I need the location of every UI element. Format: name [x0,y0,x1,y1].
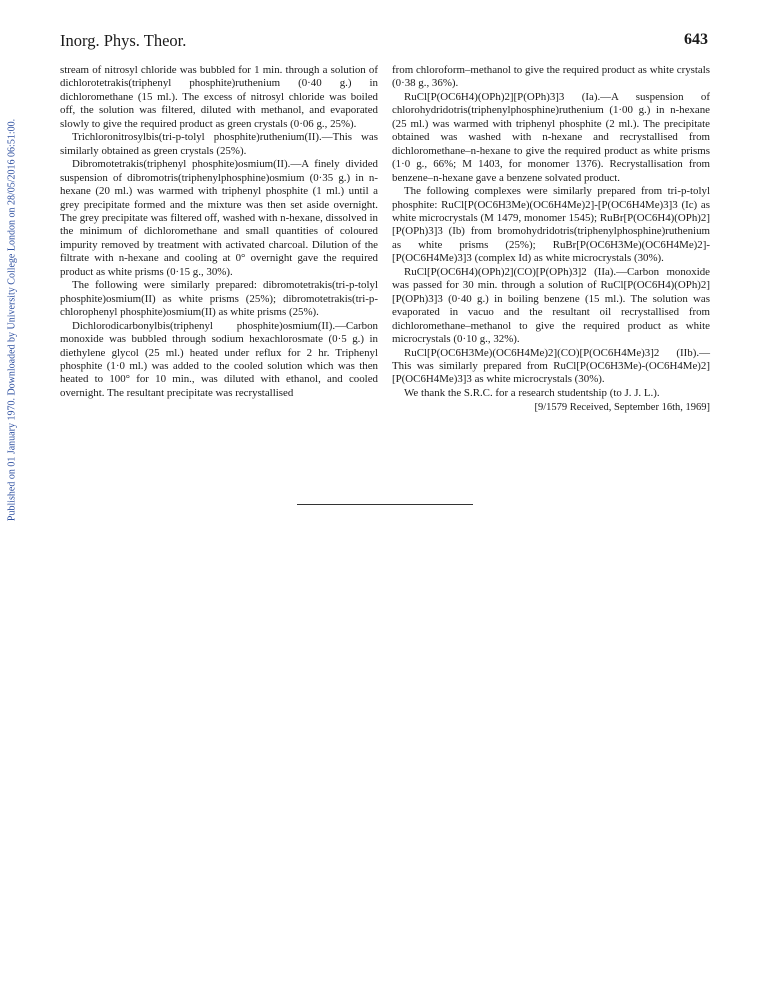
paragraph: from chloroform–methanol to give the required product as white crystals (0·38 g., 36%). [392,64,710,90]
paragraph: The following complexes were similarly prepared from tri-p-tolyl phosphite: RuCl[P(OC6H3Me)(OC6H4Me)2]-[P(OC6H4Me)3]3 (Ic) as white microcrystals (M 1479, monomer 1545); RuBr[P(OC6H4)(OPh)2][P(OPh)3]3 (Ib) from bromohydridotris(triphenylphosphine)ruthenium as white prisms (25%); RuBr[P(OC6H3Me)(OC6H4Me)2]-[P(OC6H4Me)3]3 (complex Id) as white microcrystals (30%). [392,185,710,265]
paragraph: Dichlorodicarbonylbis(triphenyl phosphite)osmium(II).—Carbon monoxide was bubbled through sodium hexachlorosmate (0·5 g.) in diethylene glycol (25 ml.) heated under reflux for 2 hr. Triphenyl phosphite (1·0 ml.) was added to the cooled solution which was then heated to 100° for 10 min., was diluted with ethanol, and cooled overnight. The resultant precipitate was recrystallised [60,319,378,399]
paragraph: Dibromotetrakis(triphenyl phosphite)osmium(II).—A finely divided suspension of dibromotris(triphenylphosphine)osmium (0·35 g.) in n-hexane (20 ml.) was warmed with triphenyl phosphite (1 ml.) until a grey precipitate formed and the mixture was then set aside overnight. The grey precipitate was filtered off, washed with n-hexane, dissolved in the minimum of dichloromethane and small quantities of coloured impurity removed by treatment with activated charcoal. Dilution of the filtrate with n-hexane and cooling at 0° overnight gave the required product as white prisms (0·15 g., 30%). [60,158,378,278]
journal-section-heading: Inorg. Phys. Theor. [60,31,187,50]
acknowledgement: We thank the S.R.C. for a research studentship (to J. J. L.). [404,386,660,399]
sidebar-text: Published on 01 January 1970. Downloaded by University College London on 28/05/2016 06:51:00. [6,118,18,522]
section-divider [297,504,473,505]
right-column [392,64,710,415]
paragraph: RuCl[P(OC6H3Me)(OC6H4Me)2](CO)[P(OC6H4Me)3]2 (IIb).—This was similarly prepared from RuCl[P(OC6H3Me)-(OC6H4Me)2][P(OC6H4Me)3]3 as white microcrystals (30%). [392,346,710,386]
paragraph: The following were similarly prepared: dibromotetrakis(tri-p-tolyl phosphite)osmium(II) as white prisms (25%); dibromotetrakis(tri-p-chlorophenyl phosphite)osmium(II) as white prisms (25%). [60,279,378,319]
paragraph: Trichloronitrosylbis(tri-p-tolyl phosphite)ruthenium(II).—This was similarly obtained as green crystals (25%). [60,131,378,157]
page-number: 643 [684,31,708,48]
received-date-line: [9/1579 Received, September 16th, 1969] [534,402,710,414]
paragraph: stream of nitrosyl chloride was bubbled for 1 min. through a solution of dichlorotetrakis(triphenyl phosphite)ruthenium (0·40 g.) in dichloromethane (15 ml.). The excess of nitrosyl chloride was boiled off, the solution was filtered, diluted with methanol, and evaporated slowly to give the required product as green crystals (0·06 g., 25%). [60,64,378,130]
publication-sidebar-note [4,40,20,600]
paragraph: RuCl[P(OC6H4)(OPh)2][P(OPh)3]3 (Ia).—A suspension of chlorohydridotris(triphenylphosphine)ruthenium (1·00 g.) in n-hexane (25 ml.) was warmed with triphenyl phosphite (2 ml.). The precipitate obtained was washed with n-hexane and recrystallised from dichloromethane–n-hexane to give the required product as white prisms (1·0 g., 66%; M 1403, for monomer 1376). Recrystallisation from benzene–n-hexane gave a benzene solvated product. [392,90,710,184]
paragraph: RuCl[P(OC6H4)(OPh)2](CO)[P(OPh)3]2 (IIa).—Carbon monoxide was passed for 30 min. through a solution of RuCl[P(OC6H4)(OPh)2][P(OPh)3]3 (0·40 g.) in boiling benzene (15 ml.). The solution was evaporated in vacuo and the resultant oil recrystallised from dichloromethane–methanol to give the required product as white microcrystals (0·10 g., 32%). [392,265,710,346]
left-column [60,64,378,400]
